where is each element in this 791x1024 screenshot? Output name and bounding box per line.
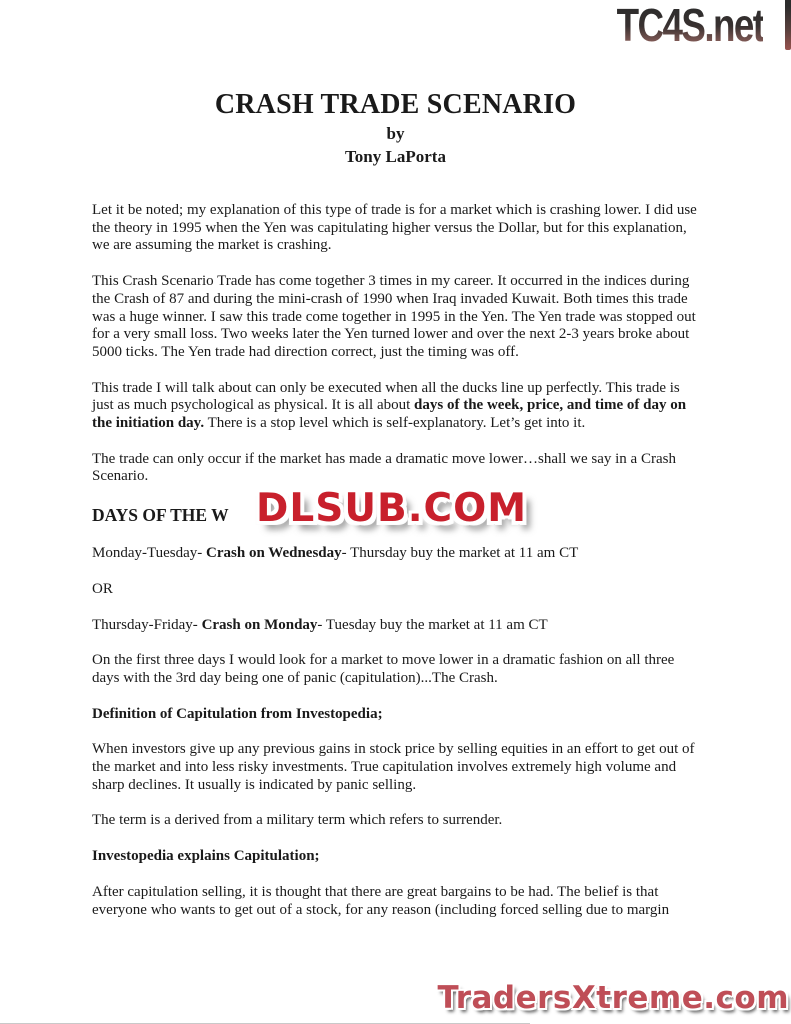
paragraph (92, 545, 702, 563)
header-site-logo: TC4S.net (616, 0, 763, 51)
document-body (92, 202, 702, 919)
author-name: Tony LaPorta (345, 147, 446, 166)
text-segment: Crash on Wednesday (206, 545, 342, 562)
text-segment: Crash on Monday (201, 616, 318, 633)
paragraph (92, 706, 702, 724)
text-segment: This trade I will talk about can only be executed when all the ducks line up perfectly. This trade is just as much psychological as physical. It is all about (92, 379, 680, 414)
text-segment: This Crash Scenario Trade has come together 3 times in my career. It occurred in the indices during the Crash of 87 and during the mini-crash of 1990 when Iraq invaded Kuwait. Both times this trade was a huge winner. I saw this trade come together in 1995 in the Yen. The Yen trade was stopped out for a very small loss. Two weeks later the Yen turned lower and over the next 2-3 years broke about 5000 ticks. The Yen trade had direction correct, just the timing was off. (92, 273, 696, 360)
text-segment: - Tuesday buy the market at 11 am CT (317, 616, 548, 633)
text-segment: Let it be noted; my explanation of this type of trade is for a market which is crashing lower. I did use the theory in 1995 when the Yen was capitulating higher versus the Dollar, but for this explanation, we are assuming the market is crashing. (92, 202, 697, 254)
paragraph (92, 848, 702, 866)
text-segment: Monday-Tuesday- (92, 545, 207, 562)
text-segment: When investors give up any previous gains in stock price by selling equities in an effort to get out of the market and into less risky investments. True capitulation involves extremely high volume and sharp declines. It usually is indicated by panic selling. (92, 741, 695, 793)
text-segment: On the first three days I would look for a market to move lower in a dramatic fashion on all three days with the 3rd day being one of panic (capitulation)...The Crash. (92, 652, 675, 686)
text-segment: DAYS OF THE W (92, 505, 229, 526)
paragraph (92, 884, 702, 919)
text-segment: Investopedia explains Capitulation; (92, 848, 320, 865)
text-segment: The trade can only occur if the market has made a dramatic move lower…shall we say in a Crash Scenario. (92, 450, 676, 485)
paragraph (92, 202, 702, 255)
text-segment: days of the week, price, and time of day on the initiation day. (92, 397, 687, 432)
dlsub-watermark: DLSUB.COM (256, 486, 528, 531)
paragraph (92, 652, 702, 687)
cropped-logo-fragment (785, 0, 791, 50)
byline: by (386, 124, 405, 143)
footer-site-logo: TradersXtreme.com (437, 980, 789, 1016)
text-segment: There is a stop level which is self-explanatory. Let’s get into it. (204, 415, 586, 432)
text-segment: Thursday-Friday- (92, 616, 202, 633)
paragraph (92, 812, 702, 830)
paragraph (92, 741, 702, 794)
paragraph (92, 380, 702, 433)
paragraph (92, 451, 702, 486)
paragraph (92, 617, 702, 635)
text-segment: - Thursday buy the market at 11 am CT (341, 545, 579, 562)
text-segment: Definition of Capitulation from Investopedia; (92, 705, 383, 722)
text-segment: OR (92, 580, 113, 597)
text-segment: After capitulation selling, it is thought that there are great bargains to be had. The belief is that everyone who wants to get out of a stock, for any reason (including forced selling due to margin (92, 883, 670, 918)
paragraph (92, 273, 702, 362)
text-segment: The term is a derived from a military term which refers to surrender. (92, 812, 503, 829)
paragraph (92, 581, 702, 599)
page-title: CRASH TRADE SCENARIO (214, 89, 577, 120)
